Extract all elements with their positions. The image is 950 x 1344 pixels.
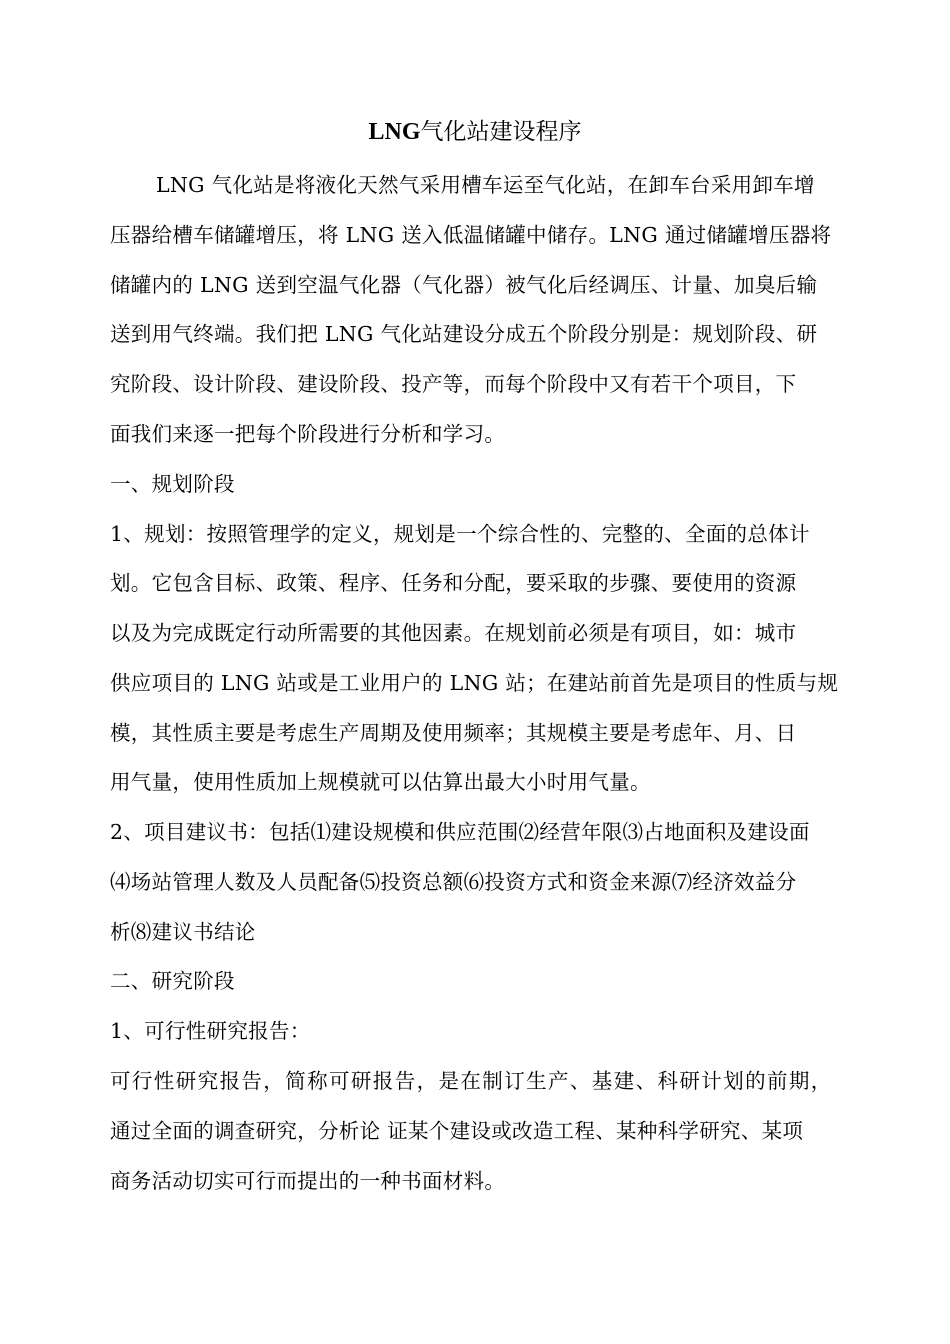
paragraph-line: 面我们来逐一把每个阶段进行分析和学习。 [110, 422, 506, 446]
section-heading: 二、研究阶段 [110, 969, 235, 993]
paragraph-line: 用气量，使用性质加上规模就可以估算出最大小时用气量。 [110, 770, 651, 794]
paragraph-line: 供应项目的 LNG 站或是工业用户的 LNG 站；在建站前首先是项目的性质与规 [110, 671, 839, 695]
paragraph-line: 通过全面的调查研究，分析论 证某个建设或改造工程、某种科学研究、某项 [110, 1119, 804, 1143]
paragraph-line: 以及为完成既定行动所需要的其他因素。在规划前必须是有项目，如：城市 [110, 621, 797, 645]
paragraph-line: 1、规划：按照管理学的定义，规划是一个综合性的、完整的、全面的总体计 [110, 522, 810, 546]
paragraph-line: 可行性研究报告，简称可研报告，是在制订生产、基建、科研计划的前期， [110, 1069, 833, 1093]
paragraph-line: 划。它包含目标、政策、程序、任务和分配，要采取的步骤、要使用的资源 [110, 571, 797, 595]
title-latin: LNG [368, 119, 421, 145]
paragraph-line: LNG 气化站是将液化天然气采用槽车运至气化站，在卸车台采用卸车增 [156, 173, 815, 197]
paragraph-line: 商务活动切实可行而提出的一种书面材料。 [110, 1169, 506, 1193]
paragraph-line: 2、项目建议书：包括⑴建设规模和供应范围⑵经营年限⑶占地面积及建设面 [110, 820, 810, 844]
paragraph-line: 送到用气终端。我们把 LNG 气化站建设分成五个阶段分别是：规划阶段、研 [110, 322, 818, 346]
paragraph-line: 模，其性质主要是考虑生产周期及使用频率；其规模主要是考虑年、月、日 [110, 721, 797, 745]
paragraph-line: 究阶段、设计阶段、建设阶段、投产等，而每个阶段中又有若干个项目，下 [110, 372, 797, 396]
document-title [0, 116, 950, 148]
section-heading: 一、规划阶段 [110, 472, 235, 496]
paragraph-line: 储罐内的 LNG 送到空温气化器（气化器）被气化后经调压、计量、加臭后输 [110, 273, 818, 297]
paragraph-line: 析⑻建议书结论 [110, 920, 256, 944]
paragraph-line: 压器给槽车储罐增压，将 LNG 送入低温储罐中储存。LNG 通过储罐增压器将 [110, 223, 832, 247]
subsection-heading: 1、可行性研究报告： [110, 1019, 311, 1043]
paragraph-line: ⑷场站管理人数及人员配备⑸投资总额⑹投资方式和资金来源⑺经济效益分 [110, 870, 797, 894]
title-text: 气化站建设程序 [420, 119, 582, 145]
